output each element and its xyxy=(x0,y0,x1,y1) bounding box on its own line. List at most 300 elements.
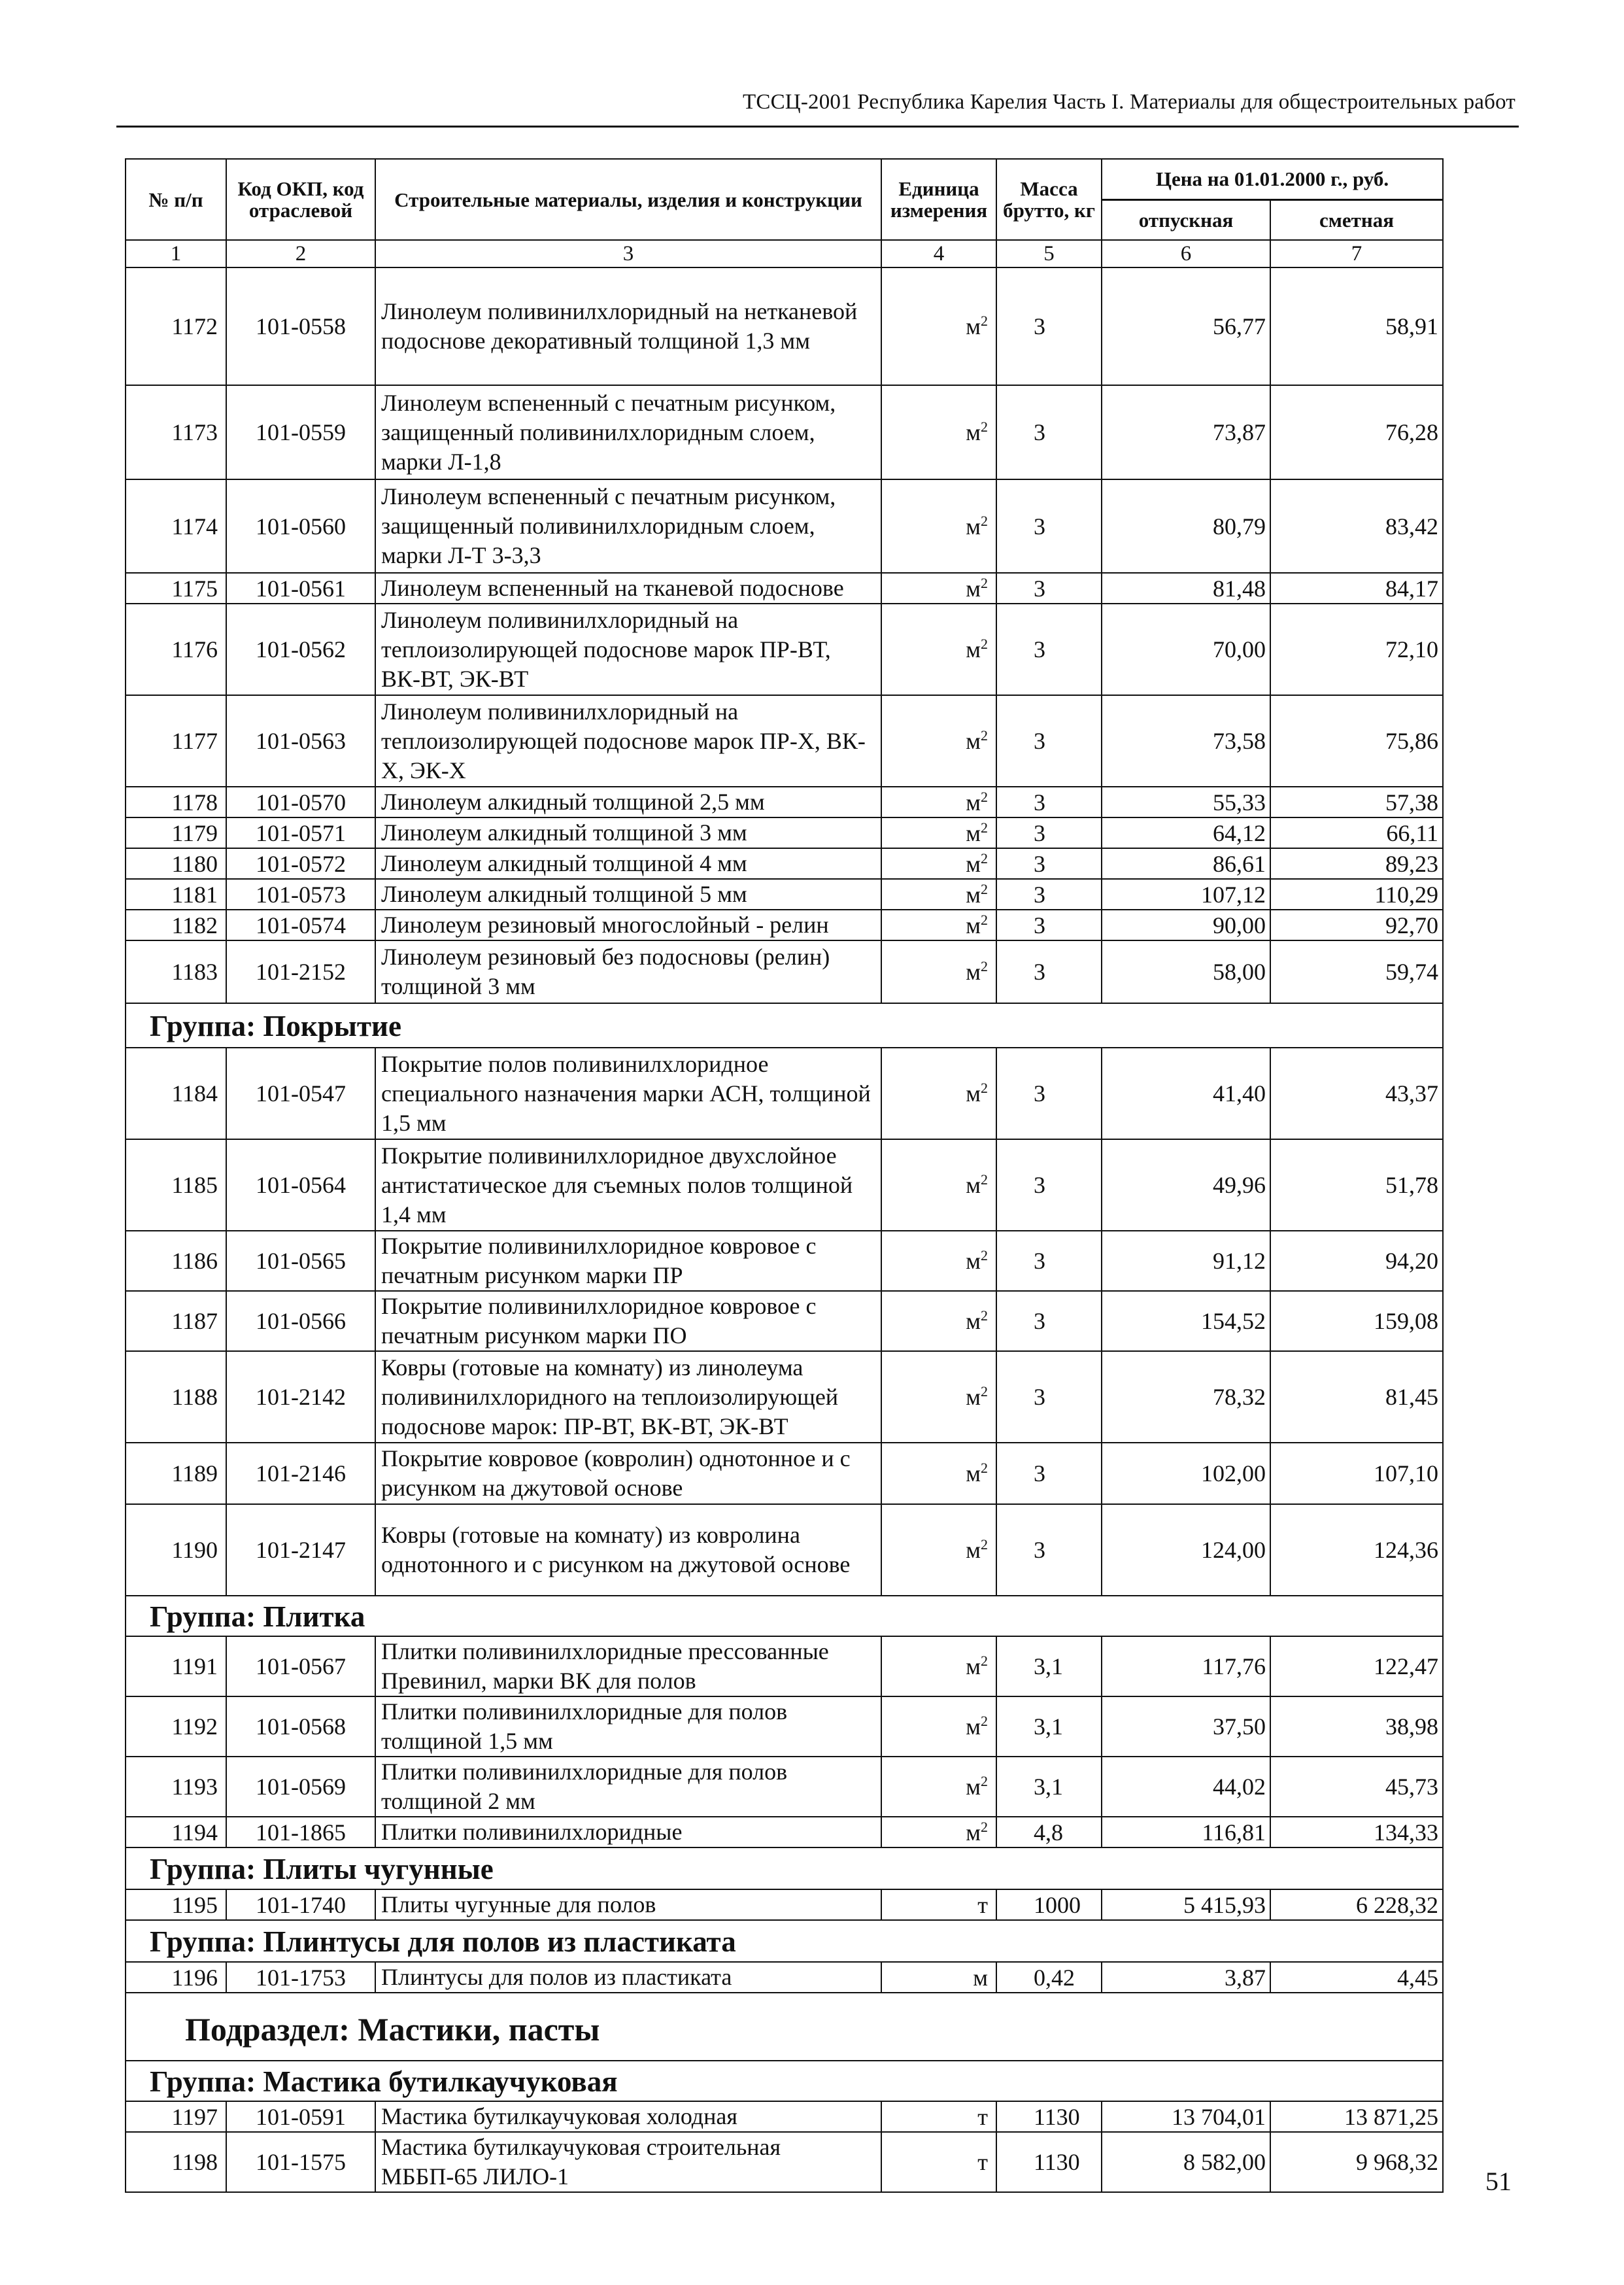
row-number: 1172 xyxy=(126,267,226,385)
group-heading: Группа: Плитка xyxy=(126,1596,1443,1636)
gross-mass: 1000 xyxy=(996,1889,1102,1920)
unit-text: т xyxy=(977,1891,988,1918)
okp-code: 101-2147 xyxy=(226,1504,375,1596)
gross-mass: 3 xyxy=(996,940,1102,1003)
unit-text: м xyxy=(966,419,981,445)
estimate-price: 51,78 xyxy=(1270,1139,1443,1231)
okp-code: 101-0558 xyxy=(226,267,375,385)
okp-code: 101-0563 xyxy=(226,695,375,787)
okp-code: 101-1740 xyxy=(226,1889,375,1920)
okp-code: 101-0562 xyxy=(226,604,375,695)
gross-mass: 3 xyxy=(996,1504,1102,1596)
okp-code: 101-0566 xyxy=(226,1291,375,1351)
unit-exponent: 2 xyxy=(981,1460,988,1476)
unit-text: м xyxy=(973,1964,988,1991)
release-price: 116,81 xyxy=(1102,1817,1270,1847)
gross-mass: 3 xyxy=(996,573,1102,604)
price-table xyxy=(125,158,1442,2193)
group-heading: Группа: Плиты чугунные xyxy=(126,1847,1443,1889)
okp-code: 101-0569 xyxy=(226,1757,375,1817)
row-number: 1176 xyxy=(126,604,226,695)
material-name: Линолеум алкидный толщиной 3 мм xyxy=(375,817,881,848)
release-price: 3,87 xyxy=(1102,1962,1270,1993)
material-name: Мастика бутилкаучуковая холодная xyxy=(375,2101,881,2132)
gross-mass: 4,8 xyxy=(996,1817,1102,1847)
gross-mass: 3 xyxy=(996,787,1102,817)
unit-text: м xyxy=(966,728,981,754)
unit-exponent: 2 xyxy=(981,1080,988,1096)
column-number: 6 xyxy=(1102,240,1270,267)
unit-of-measure xyxy=(881,1696,996,1757)
release-price: 37,50 xyxy=(1102,1696,1270,1757)
release-price: 102,00 xyxy=(1102,1443,1270,1504)
unit-exponent: 2 xyxy=(981,850,988,867)
estimate-price: 122,47 xyxy=(1270,1636,1443,1696)
material-name: Линолеум вспененный с печатным рисунком, защищенный поливинилхлоридным слоем, марки Л-Т 3-3,3 xyxy=(375,479,881,573)
material-name: Плитки поливинилхлоридные для полов толщиной 2 мм xyxy=(375,1757,881,1817)
estimate-price: 94,20 xyxy=(1270,1231,1443,1291)
column-number: 3 xyxy=(375,240,881,267)
material-name: Плитки поливинилхлоридные прессованные Превинил, марки ВК для полов xyxy=(375,1636,881,1696)
release-price: 117,76 xyxy=(1102,1636,1270,1696)
unit-text: м xyxy=(966,912,981,938)
estimate-price: 110,29 xyxy=(1270,879,1443,910)
col-header-price-estimate: сметная xyxy=(1270,199,1443,240)
col-header-price-group: Цена на 01.01.2000 г., руб. xyxy=(1102,159,1443,199)
row-number: 1190 xyxy=(126,1504,226,1596)
unit-text: м xyxy=(966,881,981,908)
estimate-price: 84,17 xyxy=(1270,573,1443,604)
header-rule xyxy=(116,126,1519,128)
table-row xyxy=(126,1757,1443,1817)
table-row xyxy=(126,1443,1443,1504)
release-price: 107,12 xyxy=(1102,879,1270,910)
estimate-price: 81,45 xyxy=(1270,1351,1443,1443)
unit-exponent: 2 xyxy=(981,1653,988,1669)
estimate-price: 66,11 xyxy=(1270,817,1443,848)
material-name: Покрытие поливинилхлоридное ковровое с печатным рисунком марки ПО xyxy=(375,1291,881,1351)
estimate-price: 89,23 xyxy=(1270,848,1443,879)
group-heading-row xyxy=(126,1920,1443,1962)
column-number: 2 xyxy=(226,240,375,267)
release-price: 70,00 xyxy=(1102,604,1270,695)
unit-text: м xyxy=(966,1172,981,1198)
material-name: Плитки поливинилхлоридные xyxy=(375,1817,881,1847)
gross-mass: 3 xyxy=(996,1048,1102,1139)
unit-exponent: 2 xyxy=(981,419,988,435)
table-row xyxy=(126,695,1443,787)
table-row xyxy=(126,604,1443,695)
gross-mass: 3 xyxy=(996,695,1102,787)
estimate-price: 107,10 xyxy=(1270,1443,1443,1504)
row-number: 1189 xyxy=(126,1443,226,1504)
material-name: Плитки поливинилхлоридные для полов толщиной 1,5 мм xyxy=(375,1696,881,1757)
row-number: 1183 xyxy=(126,940,226,1003)
row-number: 1174 xyxy=(126,479,226,573)
table-row xyxy=(126,1889,1443,1920)
release-price: 124,00 xyxy=(1102,1504,1270,1596)
unit-of-measure xyxy=(881,267,996,385)
gross-mass: 1130 xyxy=(996,2132,1102,2192)
release-price: 56,77 xyxy=(1102,267,1270,385)
table-body xyxy=(126,267,1443,2192)
table-row xyxy=(126,1696,1443,1757)
unit-of-measure xyxy=(881,1636,996,1696)
unit-text: т xyxy=(977,2103,988,2130)
row-number: 1182 xyxy=(126,910,226,940)
row-number: 1177 xyxy=(126,695,226,787)
release-price: 86,61 xyxy=(1102,848,1270,879)
material-name: Линолеум алкидный толщиной 2,5 мм xyxy=(375,787,881,817)
table-row xyxy=(126,848,1443,879)
table-row xyxy=(126,385,1443,479)
material-name: Линолеум вспененный с печатным рисунком, защищенный поливинилхлоридным слоем, марки Л-1,8 xyxy=(375,385,881,479)
row-number: 1197 xyxy=(126,2101,226,2132)
table-row xyxy=(126,2101,1443,2132)
unit-text: м xyxy=(966,1537,981,1563)
estimate-price: 43,37 xyxy=(1270,1048,1443,1139)
release-price: 41,40 xyxy=(1102,1048,1270,1139)
row-number: 1191 xyxy=(126,1636,226,1696)
group-heading: Группа: Мастика бутилкаучуковая xyxy=(126,2061,1443,2101)
material-name: Ковры (готовые на комнату) из линолеума поливинилхлоридного на теплоизолирующей подоснове марок: ПР-ВТ, ВК-ВТ, ЭК-ВТ xyxy=(375,1351,881,1443)
gross-mass: 3 xyxy=(996,817,1102,848)
table-row xyxy=(126,940,1443,1003)
row-number: 1180 xyxy=(126,848,226,879)
unit-exponent: 2 xyxy=(981,1713,988,1729)
release-price: 73,87 xyxy=(1102,385,1270,479)
okp-code: 101-0567 xyxy=(226,1636,375,1696)
running-title: ТССЦ-2001 Республика Карелия Часть I. Материалы для общестроительных работ xyxy=(743,90,1515,114)
unit-exponent: 2 xyxy=(981,788,988,805)
unit-exponent: 2 xyxy=(981,1383,988,1400)
col-header-name: Строительные материалы, изделия и конструкции xyxy=(375,159,881,240)
unit-of-measure xyxy=(881,1443,996,1504)
unit-exponent: 2 xyxy=(981,574,988,591)
table-row xyxy=(126,817,1443,848)
unit-of-measure xyxy=(881,910,996,940)
group-heading: Группа: Плинтусы для полов из пластиката xyxy=(126,1920,1443,1962)
unit-text: м xyxy=(966,819,981,846)
row-number: 1193 xyxy=(126,1757,226,1817)
materials-table xyxy=(125,158,1444,2193)
table-row xyxy=(126,573,1443,604)
unit-exponent: 2 xyxy=(981,313,988,329)
estimate-price: 92,70 xyxy=(1270,910,1443,940)
release-price: 13 704,01 xyxy=(1102,2101,1270,2132)
okp-code: 101-2146 xyxy=(226,1443,375,1504)
unit-of-measure xyxy=(881,879,996,910)
unit-text: м xyxy=(966,1460,981,1486)
material-name: Плинтусы для полов из пластиката xyxy=(375,1962,881,1993)
release-price: 49,96 xyxy=(1102,1139,1270,1231)
column-number: 5 xyxy=(996,240,1102,267)
okp-code: 101-0572 xyxy=(226,848,375,879)
material-name: Мастика бутилкаучуковая строительная МББП-65 ЛИЛО-1 xyxy=(375,2132,881,2192)
unit-exponent: 2 xyxy=(981,1247,988,1263)
unit-exponent: 2 xyxy=(981,880,988,897)
unit-exponent: 2 xyxy=(981,819,988,836)
estimate-price: 75,86 xyxy=(1270,695,1443,787)
release-price: 55,33 xyxy=(1102,787,1270,817)
row-number: 1173 xyxy=(126,385,226,479)
okp-code: 101-1575 xyxy=(226,2132,375,2192)
estimate-price: 9 968,32 xyxy=(1270,2132,1443,2192)
table-row xyxy=(126,1139,1443,1231)
unit-of-measure xyxy=(881,1962,996,1993)
okp-code: 101-0568 xyxy=(226,1696,375,1757)
estimate-price: 13 871,25 xyxy=(1270,2101,1443,2132)
unit-text: м xyxy=(966,789,981,816)
gross-mass: 3 xyxy=(996,385,1102,479)
col-header-mass: Масса брутто, кг xyxy=(996,159,1102,240)
gross-mass: 3,1 xyxy=(996,1757,1102,1817)
row-number: 1175 xyxy=(126,573,226,604)
okp-code: 101-1865 xyxy=(226,1817,375,1847)
material-name: Покрытие поливинилхлоридное ковровое с печатным рисунком марки ПР xyxy=(375,1231,881,1291)
gross-mass: 3 xyxy=(996,1139,1102,1231)
unit-text: м xyxy=(966,1308,981,1334)
gross-mass: 3 xyxy=(996,604,1102,695)
material-name: Линолеум алкидный толщиной 4 мм xyxy=(375,848,881,879)
page-number: 51 xyxy=(1485,2167,1512,2196)
table-row xyxy=(126,267,1443,385)
release-price: 58,00 xyxy=(1102,940,1270,1003)
estimate-price: 59,74 xyxy=(1270,940,1443,1003)
unit-text: м xyxy=(966,1080,981,1107)
table-row xyxy=(126,1636,1443,1696)
unit-text: м xyxy=(966,575,981,602)
col-header-code: Код ОКП, код отраслевой xyxy=(226,159,375,240)
unit-of-measure xyxy=(881,1889,996,1920)
row-number: 1185 xyxy=(126,1139,226,1231)
release-price: 8 582,00 xyxy=(1102,2132,1270,2192)
unit-of-measure xyxy=(881,695,996,787)
column-number: 7 xyxy=(1270,240,1443,267)
unit-of-measure xyxy=(881,573,996,604)
unit-of-measure xyxy=(881,848,996,879)
material-name: Линолеум алкидный толщиной 5 мм xyxy=(375,879,881,910)
material-name: Линолеум поливинилхлоридный на теплоизолирующей подоснове марок ПР-Х, ВК-Х, ЭК-Х xyxy=(375,695,881,787)
unit-exponent: 2 xyxy=(981,1536,988,1553)
release-price: 64,12 xyxy=(1102,817,1270,848)
group-heading-row xyxy=(126,2061,1443,2101)
table-row xyxy=(126,1231,1443,1291)
gross-mass: 3 xyxy=(996,479,1102,573)
group-heading-row xyxy=(126,1003,1443,1048)
unit-exponent: 2 xyxy=(981,636,988,652)
group-heading-row xyxy=(126,1596,1443,1636)
row-number: 1181 xyxy=(126,879,226,910)
gross-mass: 3 xyxy=(996,1231,1102,1291)
unit-of-measure xyxy=(881,1231,996,1291)
okp-code: 101-2142 xyxy=(226,1351,375,1443)
row-number: 1196 xyxy=(126,1962,226,1993)
material-name: Ковры (готовые на комнату) из ковролина однотонного и с рисунком на джутовой основе xyxy=(375,1504,881,1596)
unit-exponent: 2 xyxy=(981,958,988,974)
okp-code: 101-0591 xyxy=(226,2101,375,2132)
estimate-price: 72,10 xyxy=(1270,604,1443,695)
table-row xyxy=(126,1048,1443,1139)
estimate-price: 57,38 xyxy=(1270,787,1443,817)
unit-exponent: 2 xyxy=(981,1773,988,1789)
okp-code: 101-0547 xyxy=(226,1048,375,1139)
table-row xyxy=(126,1504,1443,1596)
material-name: Линолеум поливинилхлоридный на теплоизолирующей подоснове марок ПР-ВТ, ВК-ВТ, ЭК-ВТ xyxy=(375,604,881,695)
table-row xyxy=(126,1291,1443,1351)
unit-text: м xyxy=(966,1248,981,1274)
table-row xyxy=(126,479,1443,573)
unit-text: т xyxy=(977,2149,988,2175)
unit-text: м xyxy=(966,636,981,662)
gross-mass: 1130 xyxy=(996,2101,1102,2132)
row-number: 1179 xyxy=(126,817,226,848)
estimate-price: 4,45 xyxy=(1270,1962,1443,1993)
gross-mass: 0,42 xyxy=(996,1962,1102,1993)
estimate-price: 58,91 xyxy=(1270,267,1443,385)
row-number: 1195 xyxy=(126,1889,226,1920)
unit-of-measure xyxy=(881,479,996,573)
estimate-price: 159,08 xyxy=(1270,1291,1443,1351)
unit-of-measure xyxy=(881,1351,996,1443)
release-price: 44,02 xyxy=(1102,1757,1270,1817)
unit-exponent: 2 xyxy=(981,512,988,529)
estimate-price: 124,36 xyxy=(1270,1504,1443,1596)
unit-of-measure xyxy=(881,817,996,848)
gross-mass: 3 xyxy=(996,910,1102,940)
okp-code: 101-2152 xyxy=(226,940,375,1003)
column-number: 1 xyxy=(126,240,226,267)
release-price: 5 415,93 xyxy=(1102,1889,1270,1920)
table-row xyxy=(126,1351,1443,1443)
table-row xyxy=(126,1817,1443,1847)
unit-exponent: 2 xyxy=(981,1171,988,1188)
material-name: Покрытие ковровое (ковролин) однотонное и с рисунком на джутовой основе xyxy=(375,1443,881,1504)
release-price: 81,48 xyxy=(1102,573,1270,604)
release-price: 78,32 xyxy=(1102,1351,1270,1443)
unit-text: м xyxy=(966,1384,981,1410)
unit-text: м xyxy=(966,1819,981,1846)
gross-mass: 3 xyxy=(996,1351,1102,1443)
subsection-heading: Подраздел: Мастики, пасты xyxy=(126,1993,1443,2061)
row-number: 1188 xyxy=(126,1351,226,1443)
okp-code: 101-0571 xyxy=(226,817,375,848)
row-number: 1178 xyxy=(126,787,226,817)
okp-code: 101-0570 xyxy=(226,787,375,817)
unit-text: м xyxy=(966,1774,981,1800)
unit-exponent: 2 xyxy=(981,1307,988,1324)
unit-of-measure xyxy=(881,604,996,695)
col-header-num: № п/п xyxy=(126,159,226,240)
row-number: 1194 xyxy=(126,1817,226,1847)
unit-exponent: 2 xyxy=(981,1818,988,1835)
material-name: Линолеум резиновый без подосновы (релин) толщиной 3 мм xyxy=(375,940,881,1003)
row-number: 1186 xyxy=(126,1231,226,1291)
material-name: Покрытие полов поливинилхлоридное специального назначения марки АСН, толщиной 1,5 мм xyxy=(375,1048,881,1139)
row-number: 1192 xyxy=(126,1696,226,1757)
column-number: 4 xyxy=(881,240,996,267)
estimate-price: 83,42 xyxy=(1270,479,1443,573)
release-price: 90,00 xyxy=(1102,910,1270,940)
unit-text: м xyxy=(966,513,981,540)
release-price: 80,79 xyxy=(1102,479,1270,573)
gross-mass: 3 xyxy=(996,1291,1102,1351)
okp-code: 101-0561 xyxy=(226,573,375,604)
gross-mass: 3 xyxy=(996,267,1102,385)
gross-mass: 3 xyxy=(996,879,1102,910)
unit-of-measure xyxy=(881,1291,996,1351)
unit-of-measure xyxy=(881,1048,996,1139)
material-name: Линолеум вспененный на тканевой подоснове xyxy=(375,573,881,604)
unit-of-measure xyxy=(881,385,996,479)
gross-mass: 3,1 xyxy=(996,1636,1102,1696)
unit-text: м xyxy=(966,1713,981,1740)
unit-of-measure xyxy=(881,1139,996,1231)
unit-of-measure xyxy=(881,787,996,817)
gross-mass: 3 xyxy=(996,1443,1102,1504)
okp-code: 101-0564 xyxy=(226,1139,375,1231)
row-number: 1184 xyxy=(126,1048,226,1139)
unit-of-measure xyxy=(881,1757,996,1817)
group-heading-row xyxy=(126,1847,1443,1889)
row-number: 1198 xyxy=(126,2132,226,2192)
unit-text: м xyxy=(966,850,981,877)
okp-code: 101-1753 xyxy=(226,1962,375,1993)
col-header-price-release: отпускная xyxy=(1102,199,1270,240)
release-price: 73,58 xyxy=(1102,695,1270,787)
estimate-price: 76,28 xyxy=(1270,385,1443,479)
okp-code: 101-0574 xyxy=(226,910,375,940)
unit-text: м xyxy=(966,959,981,985)
estimate-price: 134,33 xyxy=(1270,1817,1443,1847)
unit-of-measure xyxy=(881,2101,996,2132)
table-row xyxy=(126,879,1443,910)
material-name: Линолеум поливинилхлоридный на нетканевой подоснове декоративный толщиной 1,3 мм xyxy=(375,267,881,385)
okp-code: 101-0565 xyxy=(226,1231,375,1291)
table-row xyxy=(126,1962,1443,1993)
subsection-heading-row xyxy=(126,1993,1443,2061)
row-number: 1187 xyxy=(126,1291,226,1351)
unit-of-measure xyxy=(881,940,996,1003)
material-name: Плиты чугунные для полов xyxy=(375,1889,881,1920)
okp-code: 101-0560 xyxy=(226,479,375,573)
okp-code: 101-0573 xyxy=(226,879,375,910)
unit-text: м xyxy=(966,1653,981,1679)
material-name: Линолеум резиновый многослойный - релин xyxy=(375,910,881,940)
estimate-price: 45,73 xyxy=(1270,1757,1443,1817)
unit-text: м xyxy=(966,313,981,339)
table-header xyxy=(126,159,1443,267)
material-name: Покрытие поливинилхлоридное двухслойное антистатическое для съемных полов толщиной 1,4 мм xyxy=(375,1139,881,1231)
unit-exponent: 2 xyxy=(981,911,988,928)
gross-mass: 3,1 xyxy=(996,1696,1102,1757)
okp-code: 101-0559 xyxy=(226,385,375,479)
table-row xyxy=(126,787,1443,817)
unit-of-measure xyxy=(881,1817,996,1847)
gross-mass: 3 xyxy=(996,848,1102,879)
estimate-price: 38,98 xyxy=(1270,1696,1443,1757)
unit-of-measure xyxy=(881,1504,996,1596)
table-row xyxy=(126,910,1443,940)
unit-of-measure xyxy=(881,2132,996,2192)
release-price: 91,12 xyxy=(1102,1231,1270,1291)
col-header-unit: Единица измерения xyxy=(881,159,996,240)
group-heading: Группа: Покрытие xyxy=(126,1003,1443,1048)
estimate-price: 6 228,32 xyxy=(1270,1889,1443,1920)
release-price: 154,52 xyxy=(1102,1291,1270,1351)
table-row xyxy=(126,2132,1443,2192)
unit-exponent: 2 xyxy=(981,727,988,744)
